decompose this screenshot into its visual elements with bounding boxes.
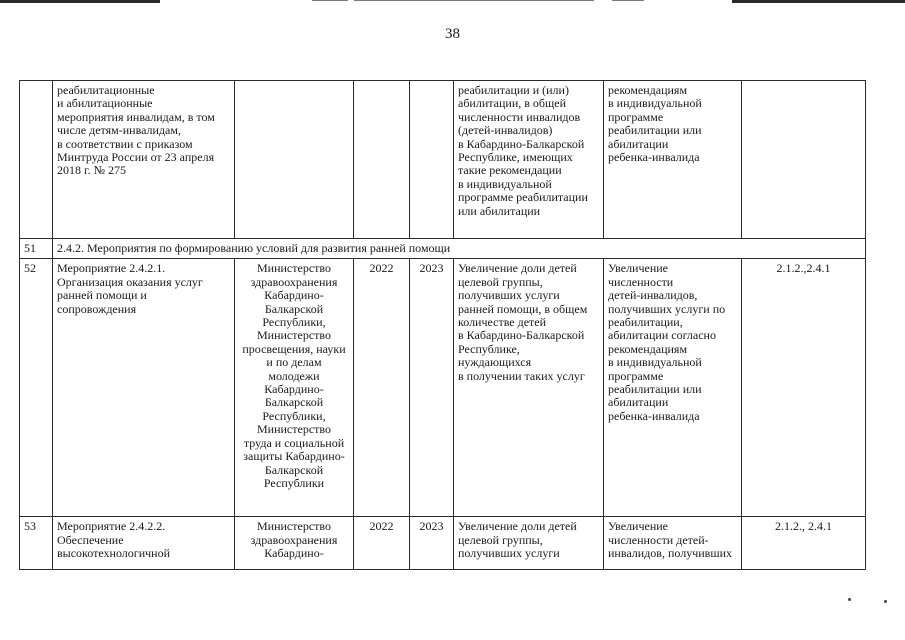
- link-to-indicators: 2.1.2.,2.4.1: [742, 259, 866, 517]
- section-title: 2.4.2. Мероприятия по формированию условий для развития ранней помощи: [53, 239, 866, 259]
- activity-name: реабилитационные и абилитационные мероприятия инвалидам, в том числе детям-инвалидам, в соответствии с приказом Минтруда России от 23 апреля 2018 г. № 275: [53, 81, 235, 239]
- expected-result: Увеличение доли детей целевой группы, получивших услуги: [458, 519, 577, 561]
- start-year: [354, 81, 410, 239]
- link-to-indicators: 2.1.2., 2.4.1: [775, 519, 832, 534]
- section-row: [20, 239, 866, 259]
- end-year: [410, 81, 454, 239]
- activity-name: Мероприятие 2.4.2.1. Организация оказания услуг ранней помощи и сопровождения: [53, 259, 235, 517]
- indicator: Увеличение численности детей- инвалидов, получивших: [608, 519, 733, 561]
- row-number: 52: [20, 259, 53, 517]
- end-year: 2023: [410, 259, 454, 517]
- executor: Министерство здравоохранения Кабардино- Балкарской Республики, Министерство просвещения, науки и по делам молодежи Кабардино- Балкарской Республики, Министерство труда и социальной защиты Кабардино- Балкарской Республики: [235, 259, 354, 517]
- row-number: 51: [20, 239, 53, 259]
- expected-result: Увеличение доли детей целевой группы, получивших услуги ранней помощи, в общем количестве детей в Кабардино-Балкарской Республике, нуждающихся в получении таких услуг: [454, 259, 604, 517]
- page-number: 38: [445, 26, 460, 42]
- executor: Министерство здравоохранения Кабардино-: [250, 519, 338, 561]
- end-year: 2023: [419, 519, 444, 534]
- link-to-indicators: [742, 81, 866, 239]
- table-row: [20, 81, 866, 239]
- scan-speck: [884, 600, 887, 603]
- activity-name: Мероприятие 2.4.2.2. Обеспечение высокотехнологичной: [57, 519, 171, 561]
- scan-edge-mark: [0, 0, 160, 3]
- scan-speck: [848, 598, 851, 601]
- scan-edge-mark: [732, 0, 905, 3]
- indicator: рекомендациям в индивидуальной программе реабилитации или абилитации ребенка-инвалида: [604, 81, 742, 239]
- scan-edge-mark: [612, 0, 644, 1]
- table-row: [20, 259, 866, 517]
- row-number: [20, 81, 53, 239]
- table-row: [20, 517, 866, 570]
- indicator: Увеличение численности детей-инвалидов, получивших услуги по реабилитации, абилитации согласно рекомендациям в индивидуальной программе реабилитации или абилитации ребенка-инвалида: [604, 259, 742, 517]
- scan-edge-mark: [312, 0, 348, 1]
- activities-table: [19, 80, 866, 570]
- scan-edge-mark: [354, 0, 594, 1]
- start-year: 2022: [354, 259, 410, 517]
- start-year: 2022: [369, 519, 394, 534]
- expected-result: реабилитации и (или) абилитации, в общей численности инвалидов (детей-инвалидов) в Кабардино-Балкарской Республике, имеющих такие рекомендации в индивидуальной программе реабилитации или абилитации: [454, 81, 604, 239]
- row-number: 53: [24, 519, 36, 534]
- executor: [235, 81, 354, 239]
